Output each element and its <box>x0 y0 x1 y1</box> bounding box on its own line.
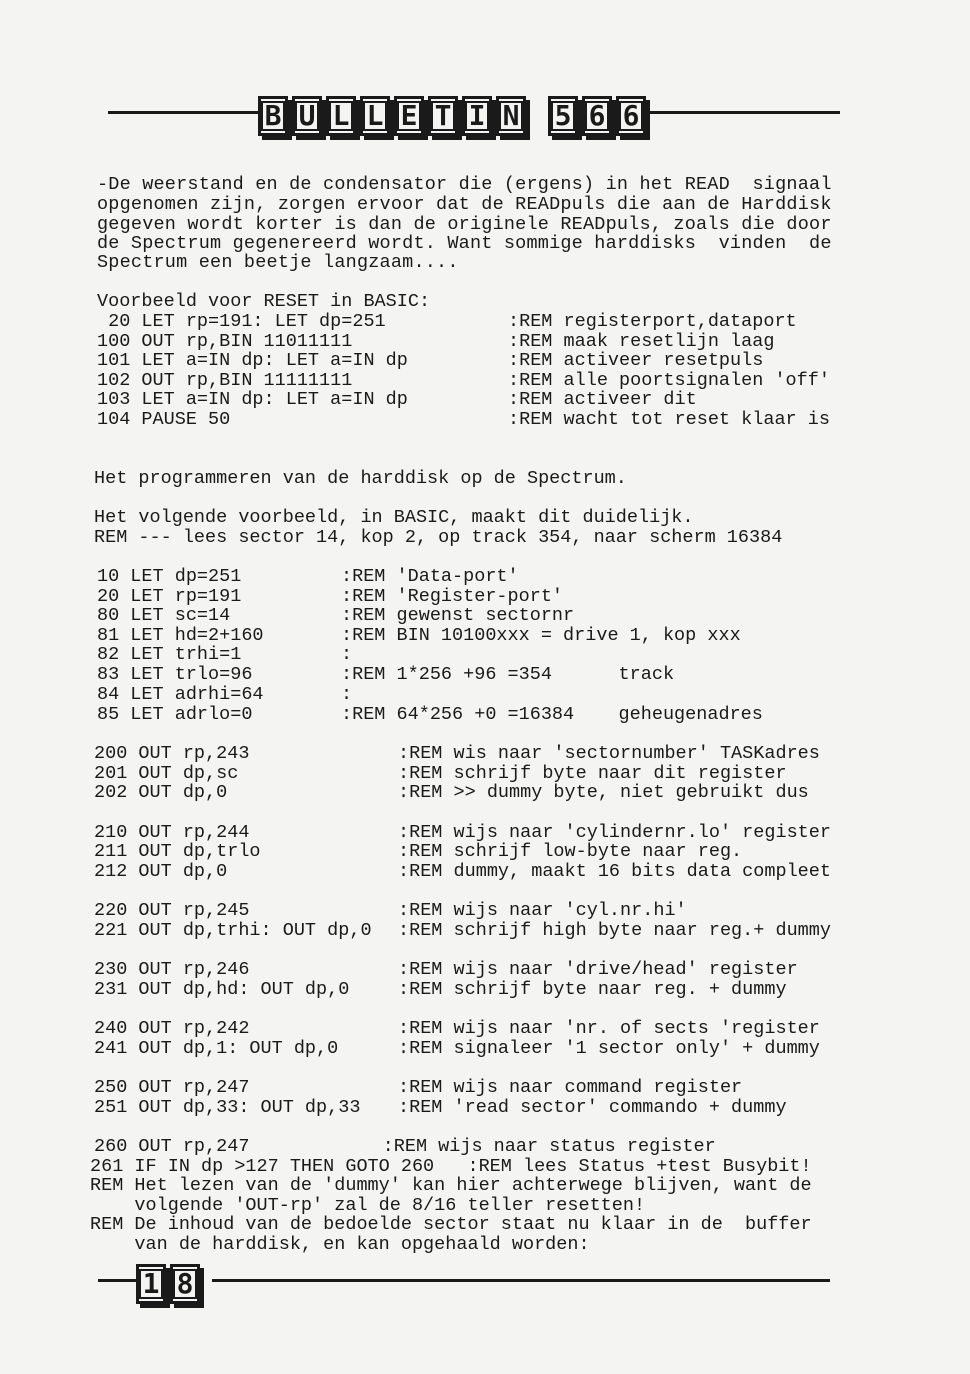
text-line: de Spectrum gegenereerd wordt. Want sommige harddisks vinden de <box>97 233 832 254</box>
code-line: 251 OUT dp,33: OUT dp,33 <box>94 1097 361 1118</box>
code-line: 201 OUT dp,sc <box>94 763 239 784</box>
logo-letter: U <box>292 96 322 136</box>
code-line: 102 OUT rp,BIN 11111111 <box>97 370 353 391</box>
rem-comment: :REM wacht tot reset klaar is <box>508 409 830 430</box>
text-line: Spectrum een beetje langzaam.... <box>97 252 459 273</box>
example-title: Voorbeeld voor RESET in BASIC: <box>97 291 431 312</box>
code-line: 202 OUT dp,0 <box>94 782 228 803</box>
code-line: 81 LET hd=2+160 <box>97 625 264 646</box>
page-digit: 1 <box>136 1264 166 1304</box>
code-line: 80 LET sc=14 <box>97 605 231 626</box>
issue-digit: 6 <box>582 96 612 136</box>
code-line: 83 LET trlo=96 <box>97 664 253 685</box>
rem-comment: :REM 'Register-port' <box>341 586 564 607</box>
code-line: 10 LET dp=251 <box>97 566 242 587</box>
code-line: 231 OUT dp,hd: OUT dp,0 <box>94 979 350 1000</box>
code-line: 261 IF IN dp >127 THEN GOTO 260 :REM lees Status +test Busybit! <box>90 1156 812 1177</box>
bulletin-logo <box>258 96 526 136</box>
rem-comment: :REM alle poortsignalen 'off' <box>508 370 830 391</box>
text-line: REM De inhoud van de bedoelde sector staat nu klaar in de buffer <box>90 1214 812 1235</box>
rem-comment: :REM signaleer '1 sector only' + dummy <box>398 1038 820 1059</box>
rem-comment: :REM schrijf high byte naar reg.+ dummy <box>398 920 831 941</box>
text-line: REM Het lezen van de 'dummy' kan hier achterwege blijven, want de <box>90 1175 812 1196</box>
issue-digit: 6 <box>616 96 646 136</box>
rem-comment: :REM dummy, maakt 16 bits data compleet <box>398 861 831 882</box>
rem-comment: :REM activeer dit <box>508 389 697 410</box>
code-line: 212 OUT dp,0 <box>94 861 228 882</box>
logo-letter: I <box>462 96 492 136</box>
code-line: 240 OUT rp,242 <box>94 1018 250 1039</box>
rem-comment: :REM maak resetlijn laag <box>508 331 775 352</box>
rem-comment: :REM schrijf byte naar reg. + dummy <box>398 979 787 1000</box>
page-digit: 8 <box>170 1264 200 1304</box>
logo-letter: T <box>428 96 458 136</box>
rem-comment: :REM wijs naar 'cylindernr.lo' register <box>398 822 831 843</box>
rem-comment: :REM activeer resetpuls <box>508 350 764 371</box>
logo-letter: N <box>496 96 526 136</box>
header-rule-right <box>650 111 840 114</box>
code-line: 260 OUT rp,247 :REM wijs naar status register <box>94 1136 716 1157</box>
text-line: -De weerstand en de condensator die (ergens) in het READ signaal <box>97 174 832 195</box>
section-title: Het programmeren van de harddisk op de Spectrum. <box>94 468 627 489</box>
page-number <box>136 1264 200 1304</box>
code-line: 85 LET adrlo=0 <box>97 704 253 725</box>
text-line: REM --- lees sector 14, kop 2, op track 354, naar scherm 16384 <box>94 527 783 548</box>
rem-comment: : <box>341 684 353 705</box>
rem-comment: :REM wijs naar command register <box>398 1077 743 1098</box>
code-line: 211 OUT dp,trlo <box>94 841 261 862</box>
code-line: 103 LET a=IN dp: LET a=IN dp <box>97 389 408 410</box>
text-line: volgende 'OUT-rp' zal de 8/16 teller resetten! <box>90 1195 646 1216</box>
code-line: 104 PAUSE 50 <box>97 409 231 430</box>
logo-letter: E <box>394 96 424 136</box>
code-line: 220 OUT rp,245 <box>94 900 250 921</box>
rem-comment: :REM registerport,dataport <box>508 311 797 332</box>
rem-comment: :REM 64*256 +0 =16384 geheugenadres <box>341 704 763 725</box>
code-line: 221 OUT dp,trhi: OUT dp,0 <box>94 920 372 941</box>
code-line: 210 OUT rp,244 <box>94 822 250 843</box>
logo-letter: L <box>326 96 356 136</box>
code-line: 200 OUT rp,243 <box>94 743 250 764</box>
rem-comment: :REM schrijf low-byte naar reg. <box>398 841 743 862</box>
issue-digit: 5 <box>548 96 578 136</box>
rem-comment: :REM schrijf byte naar dit register <box>398 763 787 784</box>
rem-comment: :REM wijs naar 'cyl.nr.hi' <box>398 900 687 921</box>
rem-comment: :REM gewenst sectornr <box>341 605 575 626</box>
rem-comment: :REM 'Data-port' <box>341 566 519 587</box>
rem-comment: : <box>341 644 353 665</box>
code-line: 100 OUT rp,BIN 11011111 <box>97 331 353 352</box>
code-line: 230 OUT rp,246 <box>94 959 250 980</box>
code-line: 250 OUT rp,247 <box>94 1077 250 1098</box>
rem-comment: :REM wijs naar 'nr. of sects 'register <box>398 1018 820 1039</box>
rem-comment: :REM wis naar 'sectornumber' TASKadres <box>398 743 820 764</box>
text-line: gegeven wordt korter is dan de originele READpuls, zoals die door <box>97 214 832 235</box>
text-line: opgenomen zijn, zorgen ervoor dat de READpuls die aan de Harddisk <box>97 194 832 215</box>
logo-letter: B <box>258 96 288 136</box>
rem-comment: :REM >> dummy byte, niet gebruikt dus <box>398 782 809 803</box>
text-line: Het volgende voorbeeld, in BASIC, maakt dit duidelijk. <box>94 507 694 528</box>
code-line: 20 LET rp=191 <box>97 586 242 607</box>
text-line: van de harddisk, en kan opgehaald worden: <box>90 1234 590 1255</box>
issue-number <box>548 96 646 136</box>
footer-rule-right <box>212 1279 830 1282</box>
code-line: 20 LET rp=191: LET dp=251 <box>97 311 386 332</box>
code-line: 84 LET adrhi=64 <box>97 684 264 705</box>
rem-comment: :REM BIN 10100xxx = drive 1, kop xxx <box>341 625 741 646</box>
rem-comment: :REM 1*256 +96 =354 track <box>341 664 675 685</box>
rem-comment: :REM wijs naar 'drive/head' register <box>398 959 798 980</box>
rem-comment: :REM 'read sector' commando + dummy <box>398 1097 787 1118</box>
code-line: 241 OUT dp,1: OUT dp,0 <box>94 1038 339 1059</box>
code-line: 82 LET trhi=1 <box>97 644 242 665</box>
header-rule-left <box>108 111 258 114</box>
code-line: 101 LET a=IN dp: LET a=IN dp <box>97 350 408 371</box>
logo-letter: L <box>360 96 390 136</box>
footer-rule-left <box>98 1279 138 1282</box>
